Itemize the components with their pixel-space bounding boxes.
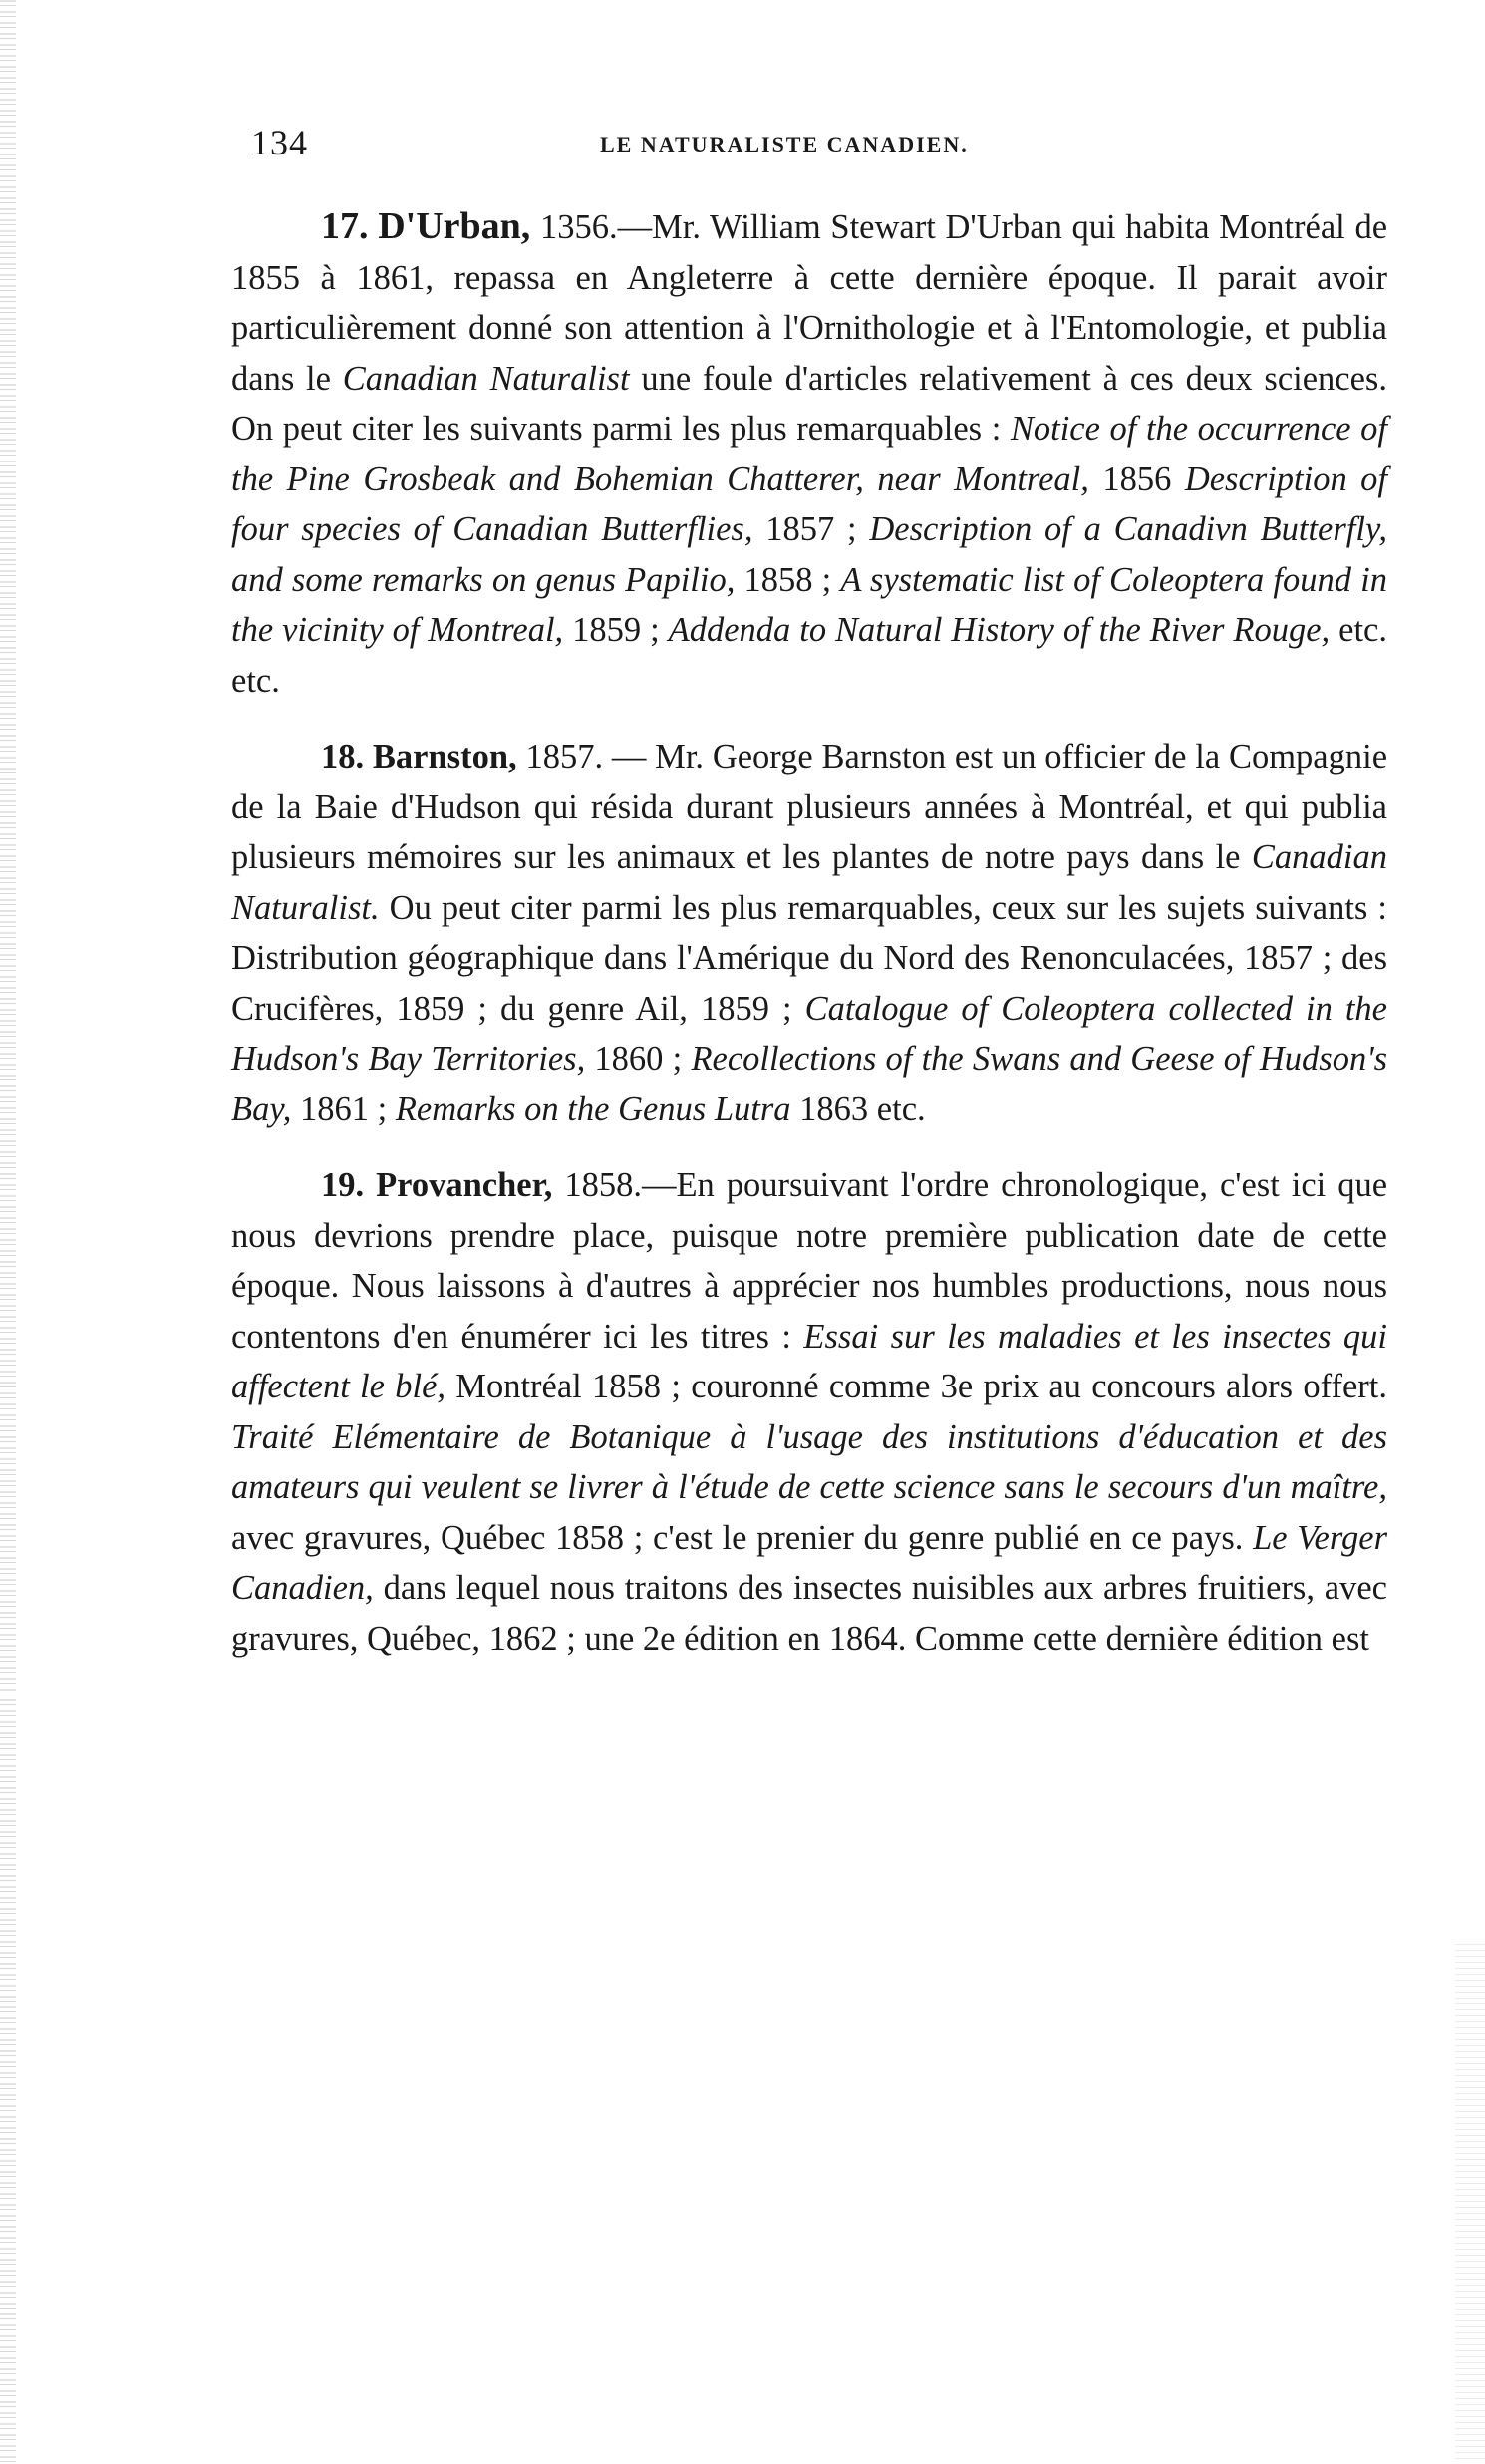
italic-title: Description of a Canadivn Butterfly, and some remarks on genus Papilio,	[231, 510, 1387, 599]
italic-title: Catalogue of Coleoptera collected in the Hudson's Bay Territories,	[231, 989, 1387, 1078]
italic-title: Canadian Naturalist	[342, 359, 630, 398]
italic-title: Essai sur les maladies et les insectes qui affectent le blé,	[231, 1317, 1387, 1405]
italic-title: Traité Elémentaire de Botanique à l'usage des institutions d'éducation et des amateurs qui veulent se livrer à l'étude de cette science sans le secours d'un maître,	[231, 1417, 1387, 1506]
text-segment: 1858.—En poursuivant l'ordre chronologique, c'est ici que nous devrions prendre place, puisque notre première publication date de cette époque. Nous laissons à d'autres à apprécier nos humbles productions, nous nous contentons d'en énumérer ici les titres :	[231, 1166, 1388, 1356]
text-segment: Ou peut citer parmi les plus remarquables, ceux sur les sujets suivants : Distribution géographique dans l'Amérique du Nord des Renonculacées, 1857 ; des Crucifères, 1859 ; du genre Ail, 1859 ;	[231, 888, 1387, 1028]
text-segment: 1857 ;	[752, 510, 870, 548]
text-segment: etc. etc.	[231, 611, 1387, 700]
italic-title: Addenda to Natural History of the River Rouge,	[668, 611, 1331, 649]
text-segment: 1856	[1088, 460, 1185, 498]
text-segment: Montréal 1858 ; couronné comme 3e prix au concours alors offert.	[446, 1368, 1387, 1405]
italic-title: Remarks on the Genus Lutra	[395, 1089, 791, 1128]
scan-margin-right	[1455, 1944, 1485, 2462]
entry-name: Provancher,	[376, 1166, 553, 1204]
scan-margin-left	[0, 0, 16, 2464]
italic-title: A systematic list of Coleoptera found in the vicinity of Montreal,	[231, 560, 1387, 649]
entry-number: 19.	[321, 1166, 365, 1204]
entry-durban	[231, 201, 1387, 706]
text-segment: une foule d'articles relativement à ces deux sciences. On peut citer les suivants parmi les plus remarquables :	[231, 359, 1387, 448]
entry-name: D'Urban,	[378, 205, 531, 247]
text-segment: avec gravures, Québec 1858 ; c'est le prenier du genre publié en ce pays.	[231, 1518, 1254, 1557]
italic-title: Canadian Naturalist.	[231, 838, 1387, 927]
italic-title: Notice of the occurrence of the Pine Grosbeak and Bohemian Chatterer, near Montreal,	[231, 410, 1387, 498]
running-title: LE NATURALISTE CANADIEN.	[600, 132, 969, 156]
page-number: 134	[251, 123, 308, 162]
text-segment: 1863 etc.	[790, 1089, 926, 1128]
text-segment: 1857. — Mr. George Barnston est un officier de la Compagnie de la Baie d'Hudson qui résida durant plusieurs années à Montréal, et qui publia plusieurs mémoires sur les animaux et les plantes de notre pays dans le	[231, 738, 1388, 876]
italic-title: Recollections of the Swans and Geese of Hudson's Bay,	[231, 1040, 1387, 1128]
text-segment: 1861 ;	[291, 1089, 396, 1128]
text-segment: dans lequel nous traitons des insectes nuisibles aux arbres fruitiers, avec gravures, Québec, 1862 ; une 2e édition en 1864. Comme cette dernière édition est	[231, 1569, 1387, 1658]
entry-number: 18.	[321, 738, 365, 775]
italic-title: Description of four species of Canadian Butterflies,	[231, 460, 1388, 548]
text-segment: 1858 ;	[735, 560, 841, 599]
body-text	[231, 201, 1387, 1690]
entry-barnston	[231, 732, 1387, 1134]
page-header	[251, 122, 1387, 167]
italic-title: Le Verger Canadien,	[231, 1518, 1388, 1607]
text-segment: 1859 ;	[563, 611, 669, 649]
entry-name: Barnston,	[372, 738, 517, 775]
entry-provancher	[231, 1160, 1387, 1664]
entry-number: 17.	[321, 205, 369, 247]
text-segment: 1860 ;	[585, 1040, 692, 1078]
text-segment: 1356.—Mr. William Stewart D'Urban qui habita Montréal de 1855 à 1861, repassa en Angleterre à cette dernière époque. Il parait avoir particulièrement donné son attention à l'Ornithologie et à l'Entomologie, et publia dans le	[231, 208, 1388, 398]
